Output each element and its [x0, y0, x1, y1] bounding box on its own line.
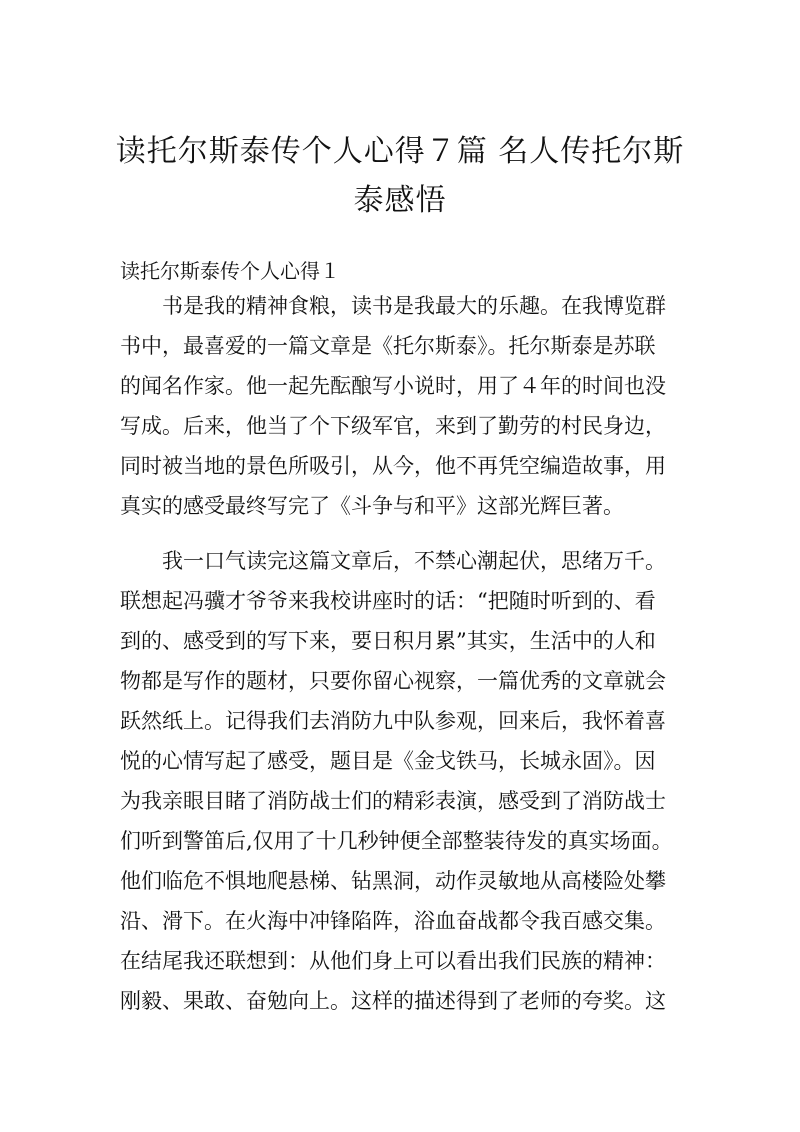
body-line-4: 写成。后来，他当了个下级军官，来到了勤劳的村民身边，: [120, 414, 666, 438]
body-line-7: 我一口气读完这篇文章后，不禁心潮起伏，思绪万千。: [120, 549, 666, 573]
section-heading: 读托尔斯泰传个人心得１: [120, 259, 340, 283]
body-line-11: 跃然纸上。记得我们去消防九中队参观，回来后，我怀着喜: [120, 709, 666, 733]
body-line-13: 为我亲眼目睹了消防战士们的精彩表演，感受到了消防战士: [120, 789, 666, 813]
body-line-3: 的闻名作家。他一起先酝酿写小说时，用了４年的时间也没: [120, 374, 666, 398]
body-line-10: 物都是写作的题材，只要你留心视察，一篇优秀的文章就会: [120, 669, 666, 693]
document-title-line-2: 泰感悟: [353, 183, 447, 218]
body-line-18: 刚毅、果敢、奋勉向上。这样的描述得到了老师的夸奖。这: [120, 989, 666, 1013]
body-line-1: 书是我的精神食粮，读书是我最大的乐趣。在我博览群: [120, 294, 666, 318]
body-line-9: 到的、感受到的写下来，要日积月累”其实，生活中的人和: [120, 629, 656, 653]
body-line-5: 同时被当地的景色所吸引，从今，他不再凭空编造故事，用: [120, 454, 666, 478]
body-line-14: 们听到警笛后,仅用了十几秒钟便全部整装待发的真实场面。: [120, 829, 673, 853]
body-line-8: 联想起冯骥才爷爷来我校讲座时的话：“把随时听到的、看: [120, 589, 656, 613]
body-line-6: 真实的感受最终写完了《斗争与和平》这部光辉巨著。: [120, 494, 624, 518]
body-line-16: 沿、滑下。在火海中冲锋陷阵，浴血奋战都令我百感交集。: [120, 909, 666, 933]
body-line-17: 在结尾我还联想到：从他们身上可以看出我们民族的精神：: [120, 949, 666, 973]
body-line-12: 悦的心情写起了感受，题目是《金戈铁马，长城永固》。因: [120, 749, 656, 773]
body-line-15: 他们临危不惧地爬悬梯、钻黑洞，动作灵敏地从高楼险处攀: [120, 869, 666, 893]
document-title-line-1: 读托尔斯泰传个人心得７篇 名人传托尔斯: [115, 134, 685, 169]
body-line-2: 书中，最喜爱的一篇文章是《托尔斯泰》。托尔斯泰是苏联: [120, 334, 656, 358]
